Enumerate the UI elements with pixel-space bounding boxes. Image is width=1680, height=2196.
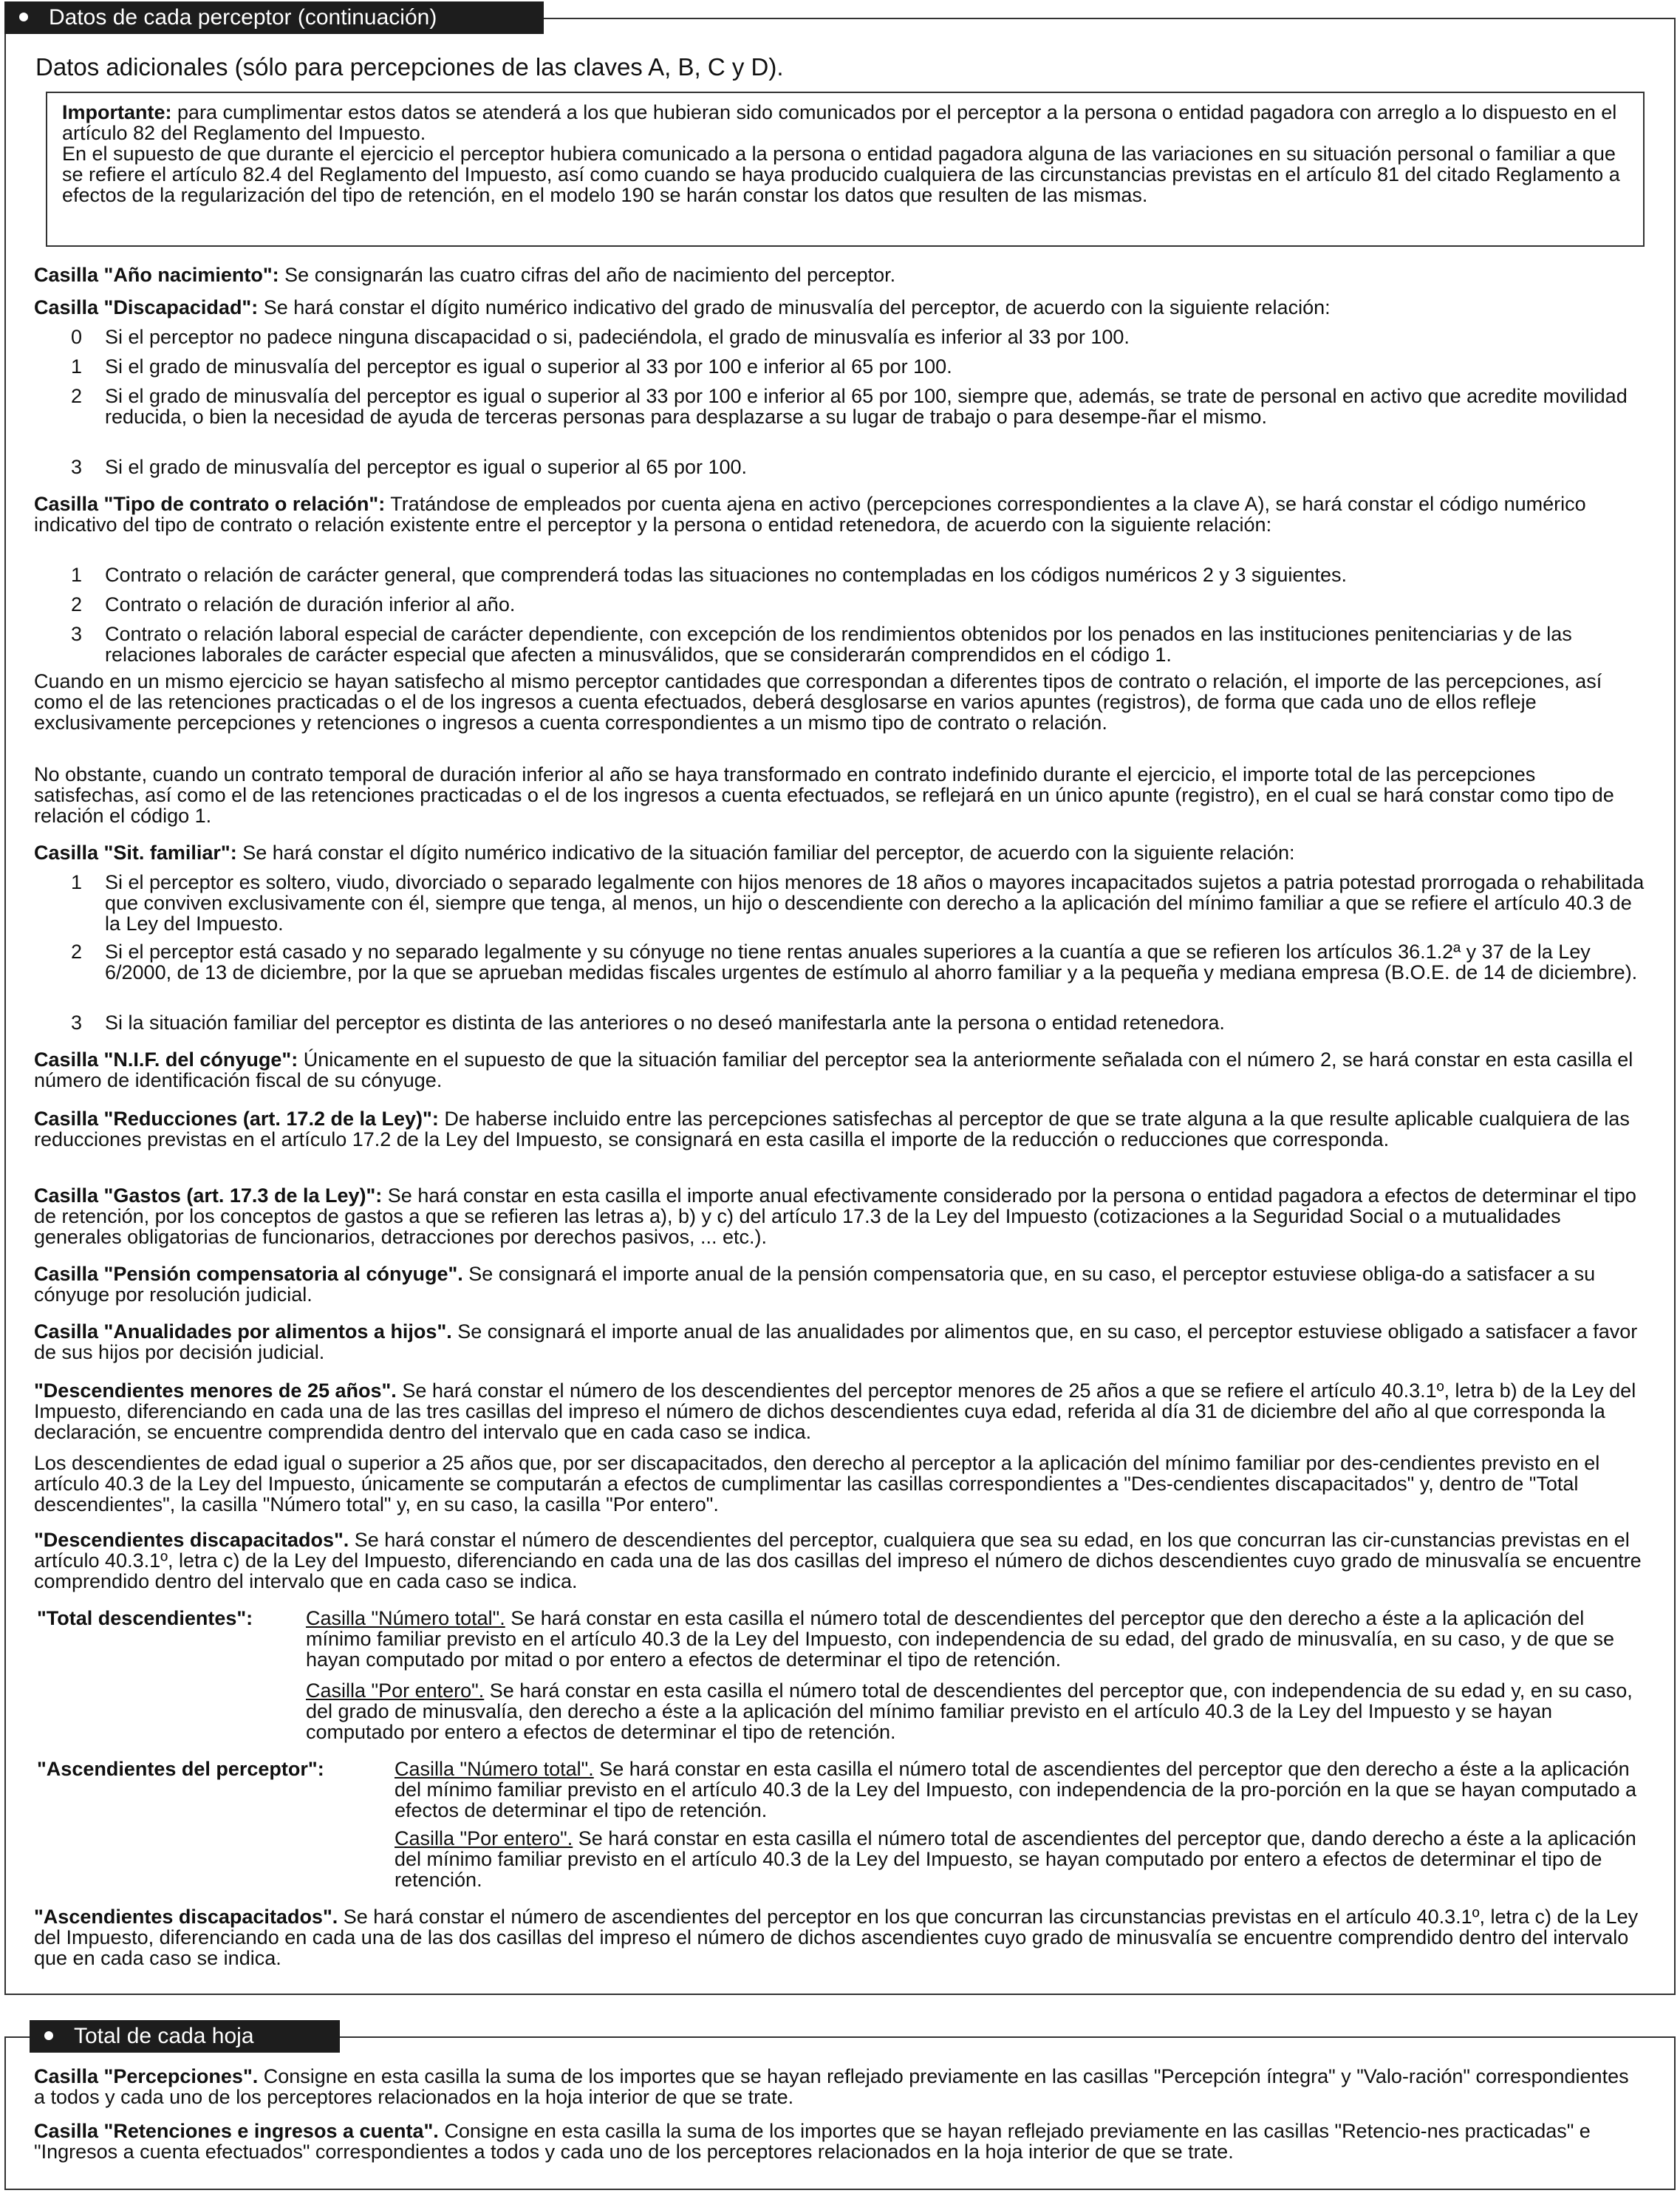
item-number: 2 bbox=[71, 941, 83, 963]
dd-text: Se hará constar el número de descendientes del perceptor, cualquiera que sea su edad, en los que concurran las cir-cunstancias previstas en el artículo 40.3.1º, letra c) de la Ley del Impuesto, diferenciando en cada una de las dos casillas del impreso el número de dichos descendientes cuyo grado de minusvalía se encuentre comprendido dentro del intervalo que en cada caso se indica. bbox=[34, 1529, 1642, 1592]
disc-text: Se hará constar el dígito numérico indicativo del grado de minusvalía del perceptor, de acuerdo con la siguiente relación: bbox=[258, 296, 1331, 318]
anio-text: Se consignarán las cuatro cifras del año de nacimiento del perceptor. bbox=[279, 264, 896, 286]
section-tab-total-hoja bbox=[30, 2020, 340, 2053]
list-item bbox=[71, 327, 1645, 347]
list-item bbox=[71, 872, 1645, 934]
list-item bbox=[71, 1012, 1645, 1033]
perc-text: Consigne en esta casilla la suma de los importes que se hayan reflejado previamente en las casillas "Percepción íntegra" y "Valo-ración" correspondientes a todos y cada uno de los perceptores relacionados en la hoja interior de que se trate. bbox=[34, 2065, 1629, 2108]
disc-label: Casilla "Discapacidad": bbox=[34, 296, 259, 318]
anio-label: Casilla "Año nacimiento": bbox=[34, 264, 279, 286]
descendientes-paragraph-2: Los descendientes de edad igual o superior a 25 años que, por ser discapacitados, den derecho al perceptor a la aplicación del mínimo familiar por des-cendientes previsto en el artículo 40.3 de la Ley del Impuesto, únicamente se computarán a efectos de cumplimentar las casillas correspondientes a "Des-cendientes discapacitados" y, dentro de "Total descendientes", la casilla "Número total" y, en su caso, la casilla "Por entero". bbox=[34, 1452, 1600, 1515]
tipo-contrato-paragraph bbox=[34, 494, 1645, 535]
nif-conyuge-paragraph bbox=[34, 1049, 1645, 1091]
percepciones-paragraph bbox=[34, 2066, 1645, 2107]
item-text: Si el grado de minusvalía del perceptor es igual o superior al 33 por 100 e inferior al 65 por 100, siempre que, además, se trate de personal en activo que acredite movilidad reducida, o bien la necesidad de ayuda de terceras personas para desplazarse a su lugar de trabajo o para desempe-ñar el mismo. bbox=[105, 385, 1628, 428]
ascendientes-label: "Ascendientes del perceptor": bbox=[37, 1758, 324, 1780]
gastos-paragraph bbox=[34, 1185, 1645, 1247]
item-number: 1 bbox=[71, 564, 83, 586]
item-text: Si la situación familiar del perceptor es distinta de las anteriores o no deseó manifestarla ante la persona o entidad retenedora. bbox=[105, 1012, 1225, 1034]
item-text: Si el grado de minusvalía del perceptor es igual o superior al 65 por 100. bbox=[105, 456, 748, 478]
tipo-paragraph-2: Cuando en un mismo ejercicio se hayan satisfecho al mismo perceptor cantidades que correspondan a diferentes tipos de contrato o relación, el importe de las percepciones, así como el de las retenciones practicadas o el de los ingresos a cuenta efectuados, deberá desglosarse en varios apuntes (registros), de forma que cada uno de ellos refleje exclusivamente percepciones y retenciones o ingresos a cuenta correspondientes a un mismo tipo de contrato o relación. bbox=[34, 670, 1602, 734]
reducciones-paragraph bbox=[34, 1108, 1645, 1150]
item-text: Si el perceptor es soltero, viudo, divorciado o separado legalmente con hijos menores de 18 años o mayores incapacitados sujetos a patria potestad prorrogada o rehabilitada que conviven exclusivamente con él, siempre que tenga, al menos, un hijo o descendiente con derecho a la aplicación del mínimo familiar a que se refiere el artículo 40.3 de la Ley del Impuesto. bbox=[105, 871, 1645, 935]
sit-text: Se hará constar el dígito numérico indicativo de la situación familiar del perceptor, de acuerdo con la siguiente relación: bbox=[236, 842, 1295, 864]
as-por-entero bbox=[395, 1828, 1645, 1890]
descendientes-paragraph bbox=[34, 1380, 1645, 1442]
anualidades-paragraph bbox=[34, 1321, 1645, 1363]
td-ent-label: Casilla "Por entero". bbox=[306, 1680, 485, 1702]
item-text: Si el perceptor no padece ninguna discapacidad o si, padeciéndola, el grado de minusvalía es inferior al 33 por 100. bbox=[105, 326, 1130, 348]
item-number: 3 bbox=[71, 456, 83, 478]
pension-paragraph bbox=[34, 1264, 1645, 1305]
as-num-text: Se hará constar en esta casilla el número total de ascendientes del perceptor que den derecho a éste a la aplicación del mínimo familiar previsto en el artículo 40.3 de la Ley del Impuesto, con independencia de la pro-porción en la que se hayan computado a efectos de determinar el tipo de retención. bbox=[395, 1758, 1637, 1821]
sit-familiar-paragraph bbox=[34, 842, 1645, 863]
list-item bbox=[71, 356, 1645, 377]
item-text: Contrato o relación de carácter general, que comprenderá todas las situaciones no contempladas en los códigos numéricos 2 y 3 siguientes. bbox=[105, 564, 1347, 586]
as-num-label: Casilla "Número total". bbox=[395, 1758, 594, 1780]
item-number: 1 bbox=[71, 871, 83, 893]
section-tab-datos-perceptor bbox=[4, 1, 544, 34]
as-numero-total bbox=[395, 1759, 1645, 1821]
des-text: Se hará constar el número de los descendientes del perceptor menores de 25 años a que se refiere el artículo 40.3.1º, letra b) de la Ley del Impuesto, diferenciando en cada una de las tres casillas del impreso el número de dichos descendientes cuya edad, referida al día 31 de diciembre del año al que corresponda la declaración, se encuentre comprendida dentro del intervalo que en cada caso se indica. bbox=[34, 1380, 1636, 1443]
item-number: 0 bbox=[71, 326, 83, 348]
gas-text: Se hará constar en esta casilla el importe anual efectivamente considerado por la persona o entidad pagadora a efectos de determinar el tipo de retención, por los conceptos de gastos a que se refieren las letras a), b) y c) del artículo 17.3 de la Ley del Impuesto (cotizaciones a la Seguridad Social o a mutualidades generales obligatorias de funcionarios, detracciones por derechos pasivos, ... etc.). bbox=[34, 1184, 1636, 1248]
item-text: Contrato o relación de duración inferior al año. bbox=[105, 593, 516, 616]
tipo-label: Casilla "Tipo de contrato o relación": bbox=[34, 493, 386, 515]
important-box bbox=[46, 92, 1645, 247]
item-number: 3 bbox=[71, 623, 83, 645]
red-label: Casilla "Reducciones (art. 17.2 de la Ley)": bbox=[34, 1108, 439, 1130]
tipo-paragraph-3: No obstante, cuando un contrato temporal de duración inferior al año se haya transformado en contrato indefinido durante el ejercicio, el importe total de las percepciones satisfechas, así como el de las retenciones practicadas o el de los ingresos a cuenta efectuados, se reflejará en un único apunte (registro), en el cual se hará constar como tipo de relación el código 1. bbox=[34, 763, 1614, 827]
section-total-hoja bbox=[4, 2036, 1676, 2190]
ad-text: Se hará constar el número de ascendientes del perceptor en los que concurran las circunstancias previstas en el artículo 40.3.1º, letra c) de la Ley del Impuesto, diferenciando en cada una de las dos casillas del impreso el número de dichos ascendientes cuyo grado de minusvalía se encuentre comprendido dentro del intervalo que en cada caso se indica. bbox=[34, 1906, 1639, 1969]
heading-rest: (sólo para percepciones de las claves A, B, C y D). bbox=[228, 53, 784, 81]
des-label: "Descendientes menores de 25 años". bbox=[34, 1380, 397, 1402]
pen-label: Casilla "Pensión compensatoria al cónyuge". bbox=[34, 1263, 463, 1285]
item-number: 2 bbox=[71, 385, 83, 407]
td-num-label: Casilla "Número total". bbox=[306, 1607, 505, 1629]
important-label: Importante: bbox=[62, 101, 172, 123]
perc-label: Casilla "Percepciones". bbox=[34, 2065, 259, 2087]
td-numero-total bbox=[306, 1608, 1645, 1670]
dd-label: "Descendientes discapacitados". bbox=[34, 1529, 349, 1551]
desc-discapacitados-paragraph bbox=[34, 1530, 1645, 1592]
important-paragraph-2: En el supuesto de que durante el ejercicio el perceptor hubiera comunicado a la persona o entidad pagadora alguna de las variaciones en su situación personal o familiar a que se refiere el artículo 82.4 del Reglamento del Impuesto, así como cuando se haya producido cualquiera de las circunstancias previstas en el artículo 81 del citado Reglamento a efectos de la regularización del tipo de retención, en el modelo 190 se harán constar los datos que resulten de las mismas. bbox=[62, 143, 1620, 206]
list-item bbox=[71, 594, 1645, 615]
section-tab-label: Total de cada hoja bbox=[74, 2024, 254, 2048]
important-text-1: para cumplimentar estos datos se atenderá a los que hubieran sido comunicados por el perceptor a la persona o entidad pagadora con arreglo a lo dispuesto en el artículo 82 del Reglamento del Impuesto. bbox=[62, 101, 1617, 144]
list-item bbox=[71, 457, 1645, 477]
pen-text: Se consignará el importe anual de la pensión compensatoria que, en su caso, el perceptor estuviese obliga-do a satisfacer a su cónyuge por resolución judicial. bbox=[34, 1263, 1596, 1306]
list-item bbox=[71, 386, 1645, 427]
red-text: De haberse incluido entre las percepciones satisfechas al perceptor de que se trate alguna a la que resulte aplicable cualquiera de las reducciones previstas en el artículo 17.2 de la Ley del Impuesto, se consignará en esta casilla el importe de la reducción o reducciones que corresponda. bbox=[34, 1108, 1630, 1150]
section-tab-label: Datos de cada perceptor (continuación) bbox=[49, 5, 437, 30]
bullet-icon bbox=[19, 13, 28, 21]
item-number: 1 bbox=[71, 355, 83, 378]
ret-text: Consigne en esta casilla la suma de los importes que se hayan reflejado previamente en las casillas "Retencio-nes practicadas" e "Ingresos a cuenta efectuados" correspondientes a todos y cada uno de los perceptores relacionados en la hoja interior de que se trate. bbox=[34, 2120, 1591, 2163]
anio-nacimiento-paragraph bbox=[34, 265, 1645, 285]
list-item bbox=[71, 565, 1645, 585]
total-descendientes-label: "Total descendientes": bbox=[37, 1607, 253, 1629]
anu-text: Se consignará el importe anual de las anualidades por alimentos que, en su caso, el perceptor estuviese obligado a satisfacer a favor de sus hijos por decisión judicial. bbox=[34, 1320, 1638, 1363]
sit-label: Casilla "Sit. familiar": bbox=[34, 842, 237, 864]
item-number: 3 bbox=[71, 1012, 83, 1034]
ad-label: "Ascendientes discapacitados". bbox=[34, 1906, 338, 1928]
as-ent-label: Casilla "Por entero". bbox=[395, 1827, 573, 1849]
discapacidad-paragraph bbox=[34, 297, 1645, 318]
list-item bbox=[71, 941, 1645, 983]
gas-label: Casilla "Gastos (art. 17.3 de la Ley)": bbox=[34, 1184, 383, 1207]
section-heading bbox=[35, 53, 784, 81]
item-number: 2 bbox=[71, 593, 83, 616]
item-text: Si el perceptor está casado y no separado legalmente y su cónyuge no tiene rentas anuales superiores a la cuantía a que se refieren los artículos 36.1.2ª y 37 de la Ley 6/2000, de 13 de diciembre, por la que se aprueban medidas fiscales urgentes de estímulo al ahorro familiar y a la pequeña y mediana empresa (B.O.E. de 14 de diciembre). bbox=[105, 941, 1638, 983]
retenciones-paragraph bbox=[34, 2121, 1645, 2162]
item-text: Si el grado de minusvalía del perceptor es igual o superior al 33 por 100 e inferior al 65 por 100. bbox=[105, 355, 952, 378]
ret-label: Casilla "Retenciones e ingresos a cuenta". bbox=[34, 2120, 439, 2142]
bullet-icon bbox=[44, 2031, 53, 2040]
td-ent-text: Se hará constar en esta casilla el número total de descendientes del perceptor que, con independencia de su edad y, en su caso, del grado de minusvalía, den derecho a éste a la aplicación del mínimo familiar previsto en el artículo 40.3 de la Ley del Impuesto y se hayan computado por entero a efectos de determinar el tipo de retención. bbox=[306, 1680, 1633, 1743]
nif-text: Únicamente en el supuesto de que la situación familiar del perceptor sea la anteriormente señalada con el número 2, se hará constar en esta casilla el número de identificación fiscal de su cónyuge. bbox=[34, 1048, 1633, 1091]
item-text: Contrato o relación laboral especial de carácter dependiente, con excepción de los rendimientos obtenidos por los penados en las instituciones penitenciarias y de las relaciones laborales de carácter especial que afecten a minusválidos, que se considerarán comprendidos en el código 1. bbox=[105, 623, 1572, 666]
as-ent-text: Se hará constar en esta casilla el número total de ascendientes del perceptor que, dando derecho a éste a la aplicación del mínimo familiar previsto en el artículo 40.3 de la Ley del Impuesto, se hayan computado por entero a efectos de determinar el tipo de retención. bbox=[395, 1827, 1636, 1891]
td-por-entero bbox=[306, 1680, 1645, 1742]
td-num-text: Se hará constar en esta casilla el número total de descendientes del perceptor que den derecho a éste a la aplicación del mínimo familiar previsto en el artículo 40.3 de la Ley del Impuesto, con independencia de su edad, del grado de minusvalía, en su caso, y de que se hayan computado por mitad o por entero a efectos de determinar el tipo de retención. bbox=[306, 1607, 1615, 1671]
heading-bold: Datos adicionales bbox=[35, 53, 228, 81]
nif-label: Casilla "N.I.F. del cónyuge": bbox=[34, 1048, 298, 1071]
important-paragraph-1 bbox=[62, 102, 1628, 143]
list-item bbox=[71, 624, 1645, 665]
anu-label: Casilla "Anualidades por alimentos a hijos". bbox=[34, 1320, 452, 1343]
tipo-text: Tratándose de empleados por cuenta ajena en activo (percepciones correspondientes a la clave A), se hará constar el código numérico indicativo del tipo de contrato o relación existente entre el perceptor y la persona o entidad retenedora, de acuerdo con la siguiente relación: bbox=[34, 493, 1586, 536]
asc-discapacitados-paragraph bbox=[34, 1906, 1645, 1968]
